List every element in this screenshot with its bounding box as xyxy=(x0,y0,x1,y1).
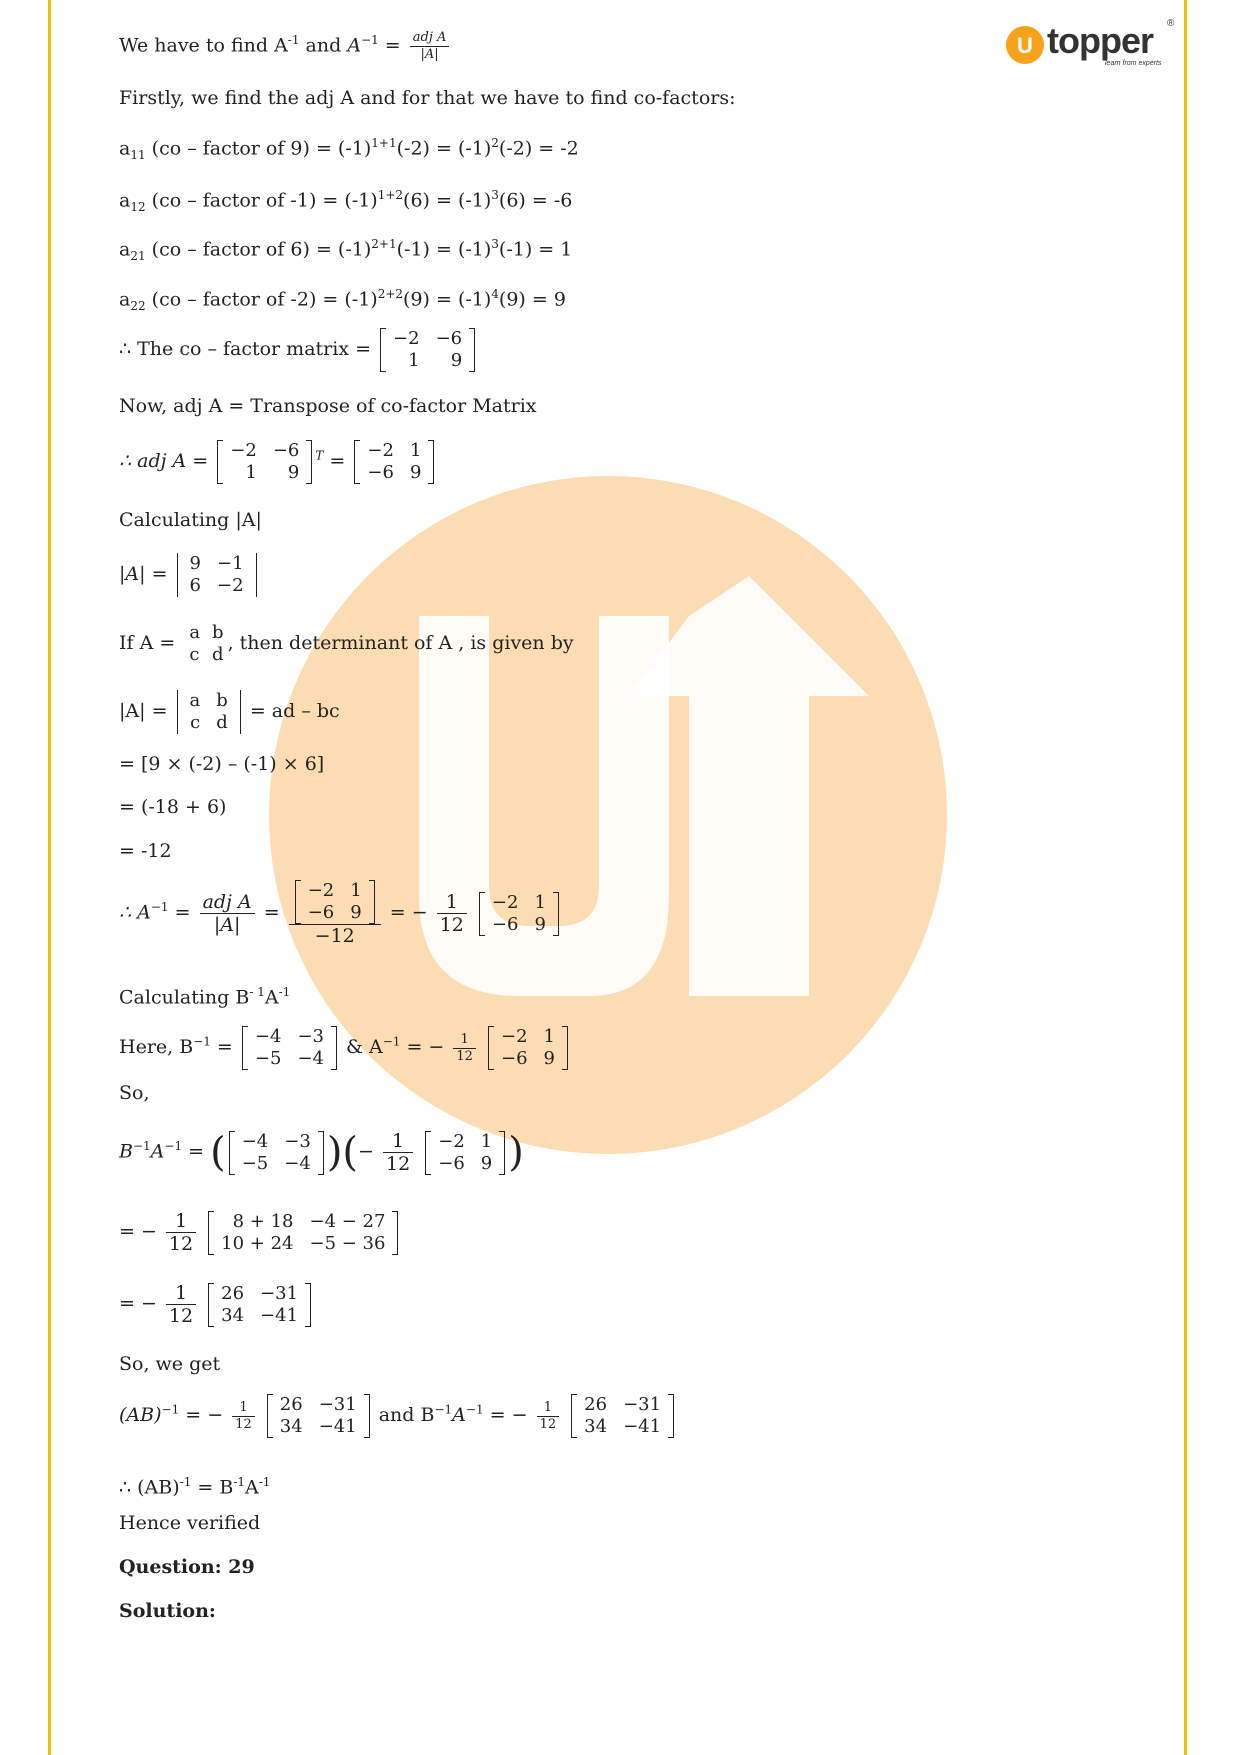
line-step-1: = [9 × (-2) – (-1) × 6] xyxy=(119,753,325,775)
line-step-3: = -12 xyxy=(119,840,172,862)
solution-heading: Solution: xyxy=(119,1600,216,1622)
svg-text:U: U xyxy=(1017,33,1033,58)
line-hence-verified: Hence verified xyxy=(119,1512,261,1534)
line-calculating-binv-ainv: Calculating $B^{- 1}A^{-1}$ xyxy=(119,985,291,1009)
general-matrix: a b c d xyxy=(189,622,224,665)
line-det-general: |A| = a b c d = ad – bc xyxy=(119,690,340,733)
line-det-a: |A| = 9 −1 6 −2 xyxy=(119,553,260,597)
line-a22: $a_{22}$ (co – factor of $-2) = (-1)^{2+2}(9) = (-1)^4(9) = 9$ xyxy=(119,287,566,314)
line-here: Here, $B^{-1}$ = −4 −3 −5 −4 & $A^{-1}$ = − $\frac{1}{12}$ −2 1 −6 9 xyxy=(119,1026,571,1070)
line-calculating-det: Calculating |A| xyxy=(119,509,262,531)
line-a-inverse: ∴ $A^{-1}$ = $\frac{\text{adj A}}{|A|}$ = −2 1 −6 9 −12 = − $\frac{1}{12}$ −2 1 −6 9 xyxy=(119,880,562,947)
line-product: $B^{-1}A^{-1}$ = ( −4 −3 −5 −4 )(− $\frac{1}{12}$ −2 1 −6 9 ) xyxy=(119,1129,524,1176)
line-so-we-get: So, we get xyxy=(119,1353,221,1375)
line-a11: $a_{11}$ (co – factor of $9) = (-1)^{1+1}(-2) = (-1)^2(-2) = -2$ xyxy=(119,136,579,163)
b-inverse-matrix: −4 −3 −5 −4 xyxy=(242,1026,337,1070)
a-inverse-matrix: −2 1 −6 9 xyxy=(479,892,559,936)
line-a21: $a_{21}$ (co – factor of $6) = (-1)^{2+1}(-1) = (-1)^3(-1) = 1$ xyxy=(119,237,573,264)
cofactor-matrix: −2 −6 1 9 xyxy=(380,328,475,372)
page-border-left xyxy=(48,0,51,1755)
line-a12: $a_{12}$ (co – factor of $-1) = (-1)^{1+2}(6) = (-1)^3(6) = -6$ xyxy=(119,188,573,215)
line-adj-definition: Now, adj A = Transpose of co-factor Matrix xyxy=(119,395,537,417)
page-border-right xyxy=(1184,0,1187,1755)
topper-tagline: learn from experts xyxy=(1105,60,1162,67)
line-find-inverse: We have to find $A^{-1}$ and $A^{-1}$ = $\frac{\text{adj A}}{|A|}$ xyxy=(119,28,452,63)
cofactor-matrix-t: −2 −6 1 9 xyxy=(217,440,312,484)
line-product-result: = − $\frac{1}{12}$ 26 −31 34 −41 xyxy=(119,1282,314,1327)
det-a-matrix: 9 −1 6 −2 xyxy=(177,553,257,597)
topper-logo-icon xyxy=(1005,25,1045,65)
product-matrix: 8 + 18 −4 − 27 10 + 24 −5 − 36 xyxy=(208,1211,398,1255)
line-if-a: If A = a b c d , then determinant of A , is given by xyxy=(119,622,574,665)
topper-logo-text: topper xyxy=(1047,20,1153,61)
det-general-matrix: a b c d xyxy=(177,690,241,734)
line-adj-a: ∴ adj A = −2 −6 1 9 $^T$ = −2 1 −6 9 xyxy=(119,440,437,484)
topper-registered-mark: ® xyxy=(1167,18,1175,29)
adj-matrix: −2 1 −6 9 xyxy=(354,440,434,484)
line-product-expanded: = − $\frac{1}{12}$ 8 + 18 −4 − 27 10 + 24 −5 − 36 xyxy=(119,1210,401,1255)
line-conclusion: ∴ $(AB)^{-1} = B^{-1}A^{-1}$ xyxy=(119,1475,271,1499)
question-heading: Question: 29 xyxy=(119,1556,255,1578)
line-so: So, xyxy=(119,1082,150,1104)
line-step-2: = (-18 + 6) xyxy=(119,796,227,818)
line-ab-inverse: (AB)$^{-1}$ = − $\frac{1}{12}$ 26 −31 34 −41 and $B^{-1}A^{-1}$ = − $\frac{1}{12}$ 26 −31 34 −41 xyxy=(119,1394,677,1438)
result-matrix: 26 −31 34 −41 xyxy=(208,1283,311,1327)
line-cofactor-matrix: ∴ The co – factor matrix = −2 −6 1 9 xyxy=(119,328,478,372)
line-cofactors-intro: Firstly, we find the adj A and for that we have to find co-factors: xyxy=(119,87,736,109)
topper-logo xyxy=(1005,20,1180,70)
